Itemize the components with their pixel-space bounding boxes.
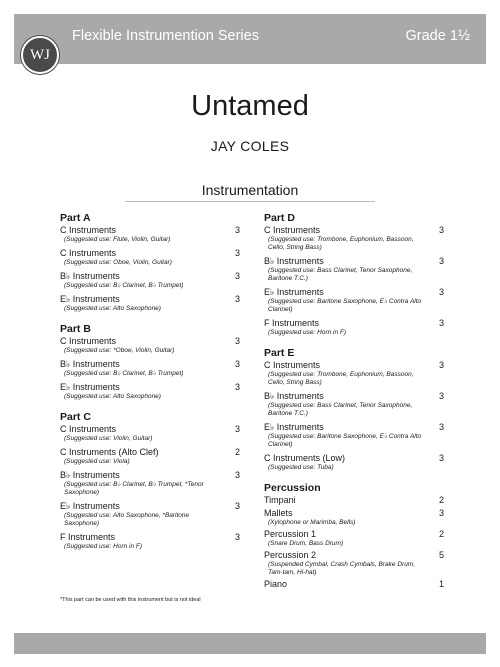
instrument-row (60, 271, 240, 282)
instrument-row (264, 495, 444, 506)
part-count: 3 (234, 382, 240, 392)
suggested-use: (Suggested use: Bass Clarinet, Tenor Saxophone, Baritone T.C.) (268, 267, 413, 282)
part-title: Part B (60, 323, 91, 335)
instrument-entry (264, 391, 444, 418)
instrument-row (264, 422, 444, 433)
instrument-row (60, 359, 240, 370)
footer-bar (14, 633, 486, 654)
instrument-row (264, 508, 444, 519)
part-section-part-e (264, 347, 444, 472)
instrument-row (60, 336, 240, 347)
instrument-name: Percussion 2 (264, 550, 317, 560)
instrument-name: C Instruments (60, 248, 117, 258)
suggested-use: (Suggested use: Trombone, Euphonium, Bassoon, Cello, String Bass) (268, 371, 414, 386)
suggested-use: (Suggested use: Alto Saxophone) (64, 393, 161, 400)
part-count: 3 (234, 501, 240, 511)
instrument-entry (60, 382, 240, 401)
instrument-entry (60, 424, 240, 443)
instrument-entry (60, 359, 240, 378)
left-column (60, 212, 240, 555)
suggested-use: (Suggested use: Tuba) (268, 464, 334, 471)
suggested-use: (Suggested use: Baritone Saxophone, E♭ Contra Alto Clarinet) (268, 433, 422, 448)
part-title: Part E (264, 347, 295, 359)
suggested-use: (Suggested use: Baritone Saxophone, E♭ Contra Alto Clarinet) (268, 298, 422, 313)
instrument-row (60, 248, 240, 259)
instrument-name: Mallets (264, 508, 293, 518)
right-column (264, 212, 444, 592)
suggested-use: (Suggested use: B♭ Clarinet, B♭ Trumpet) (64, 370, 184, 377)
part-count: 3 (234, 294, 240, 304)
part-title: Percussion (264, 482, 321, 494)
instrument-entry (264, 550, 444, 577)
part-section-percussion (264, 482, 444, 590)
suggested-use: (Suggested use: Oboe, Violin, Guitar) (64, 259, 172, 266)
part-section-part-a (60, 212, 240, 313)
instrument-row (60, 225, 240, 236)
instrument-name: Percussion 1 (264, 529, 317, 539)
instrumentation-heading: Instrumentation (201, 182, 299, 198)
instrument-name: B♭ Instruments (264, 391, 324, 401)
instrument-entry (60, 336, 240, 355)
suggested-use: (Suggested use: Viola) (64, 458, 130, 465)
instrument-row (264, 287, 444, 298)
suggested-use: (Suggested use: Horn in F) (268, 329, 347, 336)
instrument-name: B♭ Instruments (60, 470, 120, 480)
instrument-entry (264, 318, 444, 337)
instrument-name: C Instruments (Low) (264, 453, 346, 463)
instrument-name: C Instruments (60, 336, 117, 346)
heading-divider (125, 201, 375, 202)
suggested-use: (Suggested use: Flute, Violin, Guitar) (64, 236, 171, 243)
instrument-entry (60, 271, 240, 290)
instrument-entry (60, 248, 240, 267)
instrument-name: B♭ Instruments (60, 271, 120, 281)
instrument-row (264, 529, 444, 540)
suggested-use: (Suspended Cymbal, Crash Cymbals, Brake Drum, Tam-tam, Hi-hat) (268, 561, 416, 576)
suggested-use: (Suggested use: B♭ Clarinet, B♭ Trumpet, *Tenor Saxophone) (64, 481, 204, 496)
instrument-entry (60, 294, 240, 313)
instrument-row (264, 453, 444, 464)
instrument-name: Piano (264, 579, 288, 589)
part-count: 3 (234, 336, 240, 346)
instrument-name: C Instruments (264, 360, 321, 370)
part-count: 3 (438, 422, 444, 432)
part-count: 3 (234, 248, 240, 258)
instrument-row (264, 391, 444, 402)
instrument-entry (264, 453, 444, 472)
instrument-row (60, 382, 240, 393)
instrument-row (60, 532, 240, 543)
instrument-row (60, 447, 240, 458)
instrument-row (264, 225, 444, 236)
part-count: 3 (438, 391, 444, 401)
instrument-entry (264, 529, 444, 548)
instrument-entry (60, 225, 240, 244)
part-count: 2 (234, 447, 240, 457)
part-count: 2 (438, 495, 444, 505)
part-count: 1 (438, 579, 444, 589)
instrument-entry (60, 532, 240, 551)
suggested-use: (Suggested use: Alto Saxophone, *Baritone Saxophone) (64, 512, 190, 527)
instrument-entry (264, 495, 444, 506)
suggested-use: (Suggested use: Alto Saxophone) (64, 305, 161, 312)
instrument-name: E♭ Instruments (60, 382, 120, 392)
instrument-name: C Instruments (60, 424, 117, 434)
suggested-use: (Suggested use: Horn in F) (64, 543, 143, 550)
instrument-name: C Instruments (Alto Clef) (60, 447, 159, 457)
instrument-name: E♭ Instruments (264, 422, 324, 432)
part-count: 5 (438, 550, 444, 560)
part-count: 3 (438, 360, 444, 370)
instrument-name: E♭ Instruments (60, 501, 120, 511)
instrument-name: Timpani (264, 495, 296, 505)
suggested-use: (Snare Drum, Bass Drum) (268, 540, 344, 547)
part-count: 2 (438, 529, 444, 539)
instrument-row (60, 470, 240, 481)
instrument-entry (264, 225, 444, 252)
part-count: 3 (234, 424, 240, 434)
instrument-name: F Instruments (264, 318, 320, 328)
instrument-name: B♭ Instruments (264, 256, 324, 266)
instrument-entry (264, 579, 444, 590)
instrument-row (60, 294, 240, 305)
instrument-entry (264, 422, 444, 449)
part-count: 3 (234, 532, 240, 542)
suggested-use: (Suggested use: B♭ Clarinet, B♭ Trumpet) (64, 282, 184, 289)
instrument-row (264, 256, 444, 267)
publisher-logo: WJ (21, 36, 59, 74)
suggested-use: (Xylophone or Marimba, Bells) (268, 519, 356, 526)
grade-label: Grade 1½ (405, 28, 470, 44)
instrument-row (264, 550, 444, 561)
instrument-entry (264, 508, 444, 527)
suggested-use: (Suggested use: Trombone, Euphonium, Bassoon, Cello, String Bass) (268, 236, 414, 251)
instrument-row (264, 360, 444, 371)
instrument-name: E♭ Instruments (264, 287, 324, 297)
instrument-name: C Instruments (60, 225, 117, 235)
instrument-name: B♭ Instruments (60, 359, 120, 369)
part-count: 3 (438, 453, 444, 463)
part-count: 3 (438, 318, 444, 328)
instrument-row (264, 579, 444, 590)
part-title: Part D (264, 212, 295, 224)
part-count: 3 (234, 470, 240, 480)
instrument-entry (60, 501, 240, 528)
instrument-entry (60, 447, 240, 466)
part-section-part-d (264, 212, 444, 337)
part-count: 3 (234, 271, 240, 281)
series-title: Flexible Instrumention Series (72, 28, 259, 44)
instrument-name: F Instruments (60, 532, 116, 542)
part-section-part-c (60, 411, 240, 551)
part-count: 3 (438, 287, 444, 297)
suggested-use: (Suggested use: Violin, Guitar) (64, 435, 153, 442)
part-count: 3 (438, 225, 444, 235)
footnote: *This part can be used with this instrument but is not ideal (60, 597, 201, 603)
instrument-row (60, 501, 240, 512)
part-title: Part C (60, 411, 91, 423)
part-count: 3 (234, 225, 240, 235)
part-count: 3 (438, 508, 444, 518)
instrument-name: C Instruments (264, 225, 321, 235)
instrument-row (60, 424, 240, 435)
instrument-entry (60, 470, 240, 497)
instrument-name: E♭ Instruments (60, 294, 120, 304)
instrument-entry (264, 360, 444, 387)
composer-name: JAY COLES (210, 138, 290, 154)
suggested-use: (Suggested use: *Oboe, Violin, Guitar) (64, 347, 175, 354)
instrument-row (264, 318, 444, 329)
instrument-entry (264, 287, 444, 314)
part-title: Part A (60, 212, 91, 224)
instrument-entry (264, 256, 444, 283)
piece-title: Untamed (191, 90, 309, 122)
part-section-part-b (60, 323, 240, 401)
part-count: 3 (234, 359, 240, 369)
part-count: 3 (438, 256, 444, 266)
suggested-use: (Suggested use: Bass Clarinet, Tenor Saxophone, Baritone T.C.) (268, 402, 413, 417)
